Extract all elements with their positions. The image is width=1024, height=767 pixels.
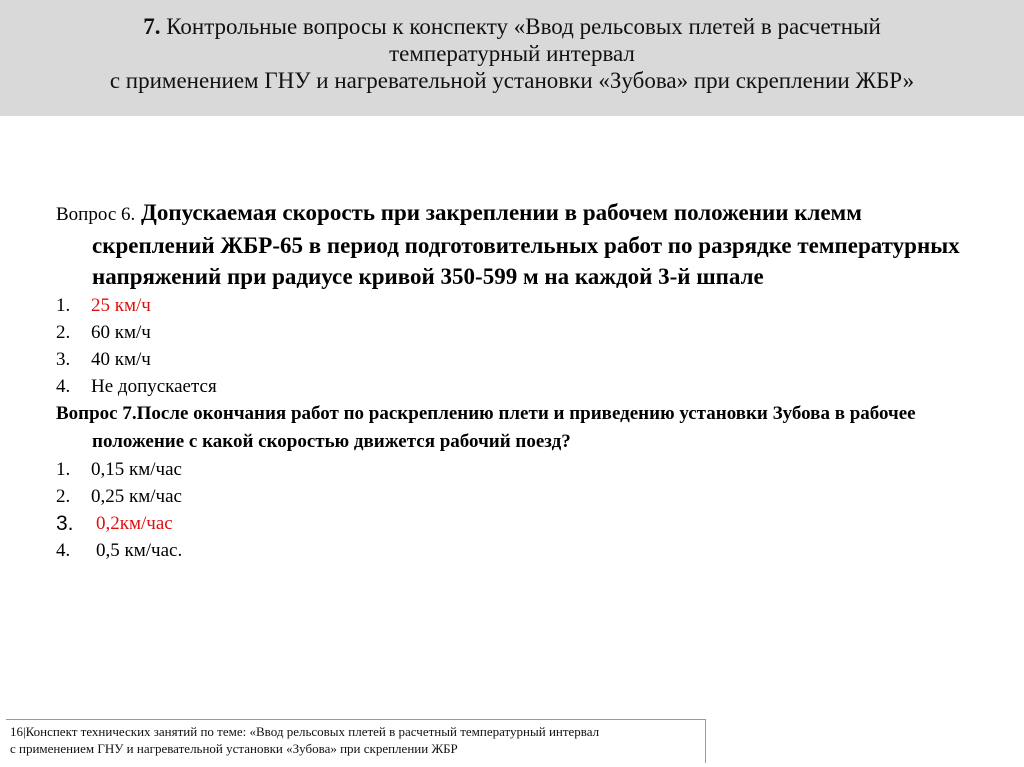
q7-option-2: [56, 483, 976, 510]
q6-option-1-number: 1.: [56, 295, 71, 316]
header-title-line-3: с применением ГНУ и нагревательной установки «Зубова» при скреплении ЖБР»: [109, 68, 915, 93]
q7-option-2-text: 0,25 км/час: [91, 486, 182, 507]
question-6-label: Вопрос 6.: [56, 204, 136, 225]
slide-content: [56, 197, 976, 564]
footer-line-2: с применением ГНУ и нагревательной установки «Зубова» при скреплении ЖБР: [10, 741, 458, 756]
slide-header: [0, 0, 1024, 116]
header-title-text-1: Контрольные вопросы к конспекту «Ввод рельсовых плетей в расчетный: [166, 14, 881, 39]
q7-option-3-text: 0,2км/час: [96, 513, 173, 534]
q7-option-4: [56, 537, 976, 564]
q6-option-2: [56, 319, 976, 346]
q6-option-1: [56, 292, 976, 319]
q6-option-2-text: 60 км/ч: [91, 322, 151, 343]
header-title-line-2: температурный интервал: [389, 41, 635, 66]
header-number: 7.: [143, 14, 161, 39]
q7-option-4-text: 0,5 км/час.: [96, 540, 183, 561]
q6-option-4: [56, 373, 976, 400]
q7-option-3: [56, 510, 976, 537]
q6-option-2-number: 2.: [56, 322, 71, 343]
q6-option-3-text: 40 км/ч: [91, 349, 151, 370]
question-6: [56, 197, 976, 292]
header-title-line-1: [0, 13, 1024, 40]
q6-option-3: [56, 346, 976, 373]
q6-option-1-text: 25 км/ч: [91, 295, 151, 316]
q7-option-1: [56, 456, 976, 483]
q7-option-2-number: 2.: [56, 486, 71, 507]
q7-option-4-number: 4.: [56, 540, 71, 561]
q6-option-4-number: 4.: [56, 376, 71, 397]
q6-option-4-text: Не допускается: [91, 376, 217, 397]
q6-option-3-number: 3.: [56, 349, 71, 370]
q7-option-3-number: 3.: [56, 512, 74, 535]
footer-line-1: 16|Конспект технических занятий по теме: «Ввод рельсовых плетей в расчетный температурный интервал: [10, 724, 600, 739]
q7-option-1-text: 0,15 км/час: [91, 459, 182, 480]
question-7: Вопрос 7.После окончания работ по раскреплению плети и приведению установки Зубова в рабочее положение с какой скоростью движется рабочий поезд?: [56, 403, 916, 452]
question-6-text: Допускаемая скорость при закреплении в рабочем положении клемм скреплений ЖБР-65 в период подготовительных работ по разрядке температурных напряжений при радиусе кривой 350-599 м на каждой 3-й шпале: [92, 200, 960, 289]
slide-footer: [6, 719, 706, 763]
q7-option-1-number: 1.: [56, 459, 71, 480]
